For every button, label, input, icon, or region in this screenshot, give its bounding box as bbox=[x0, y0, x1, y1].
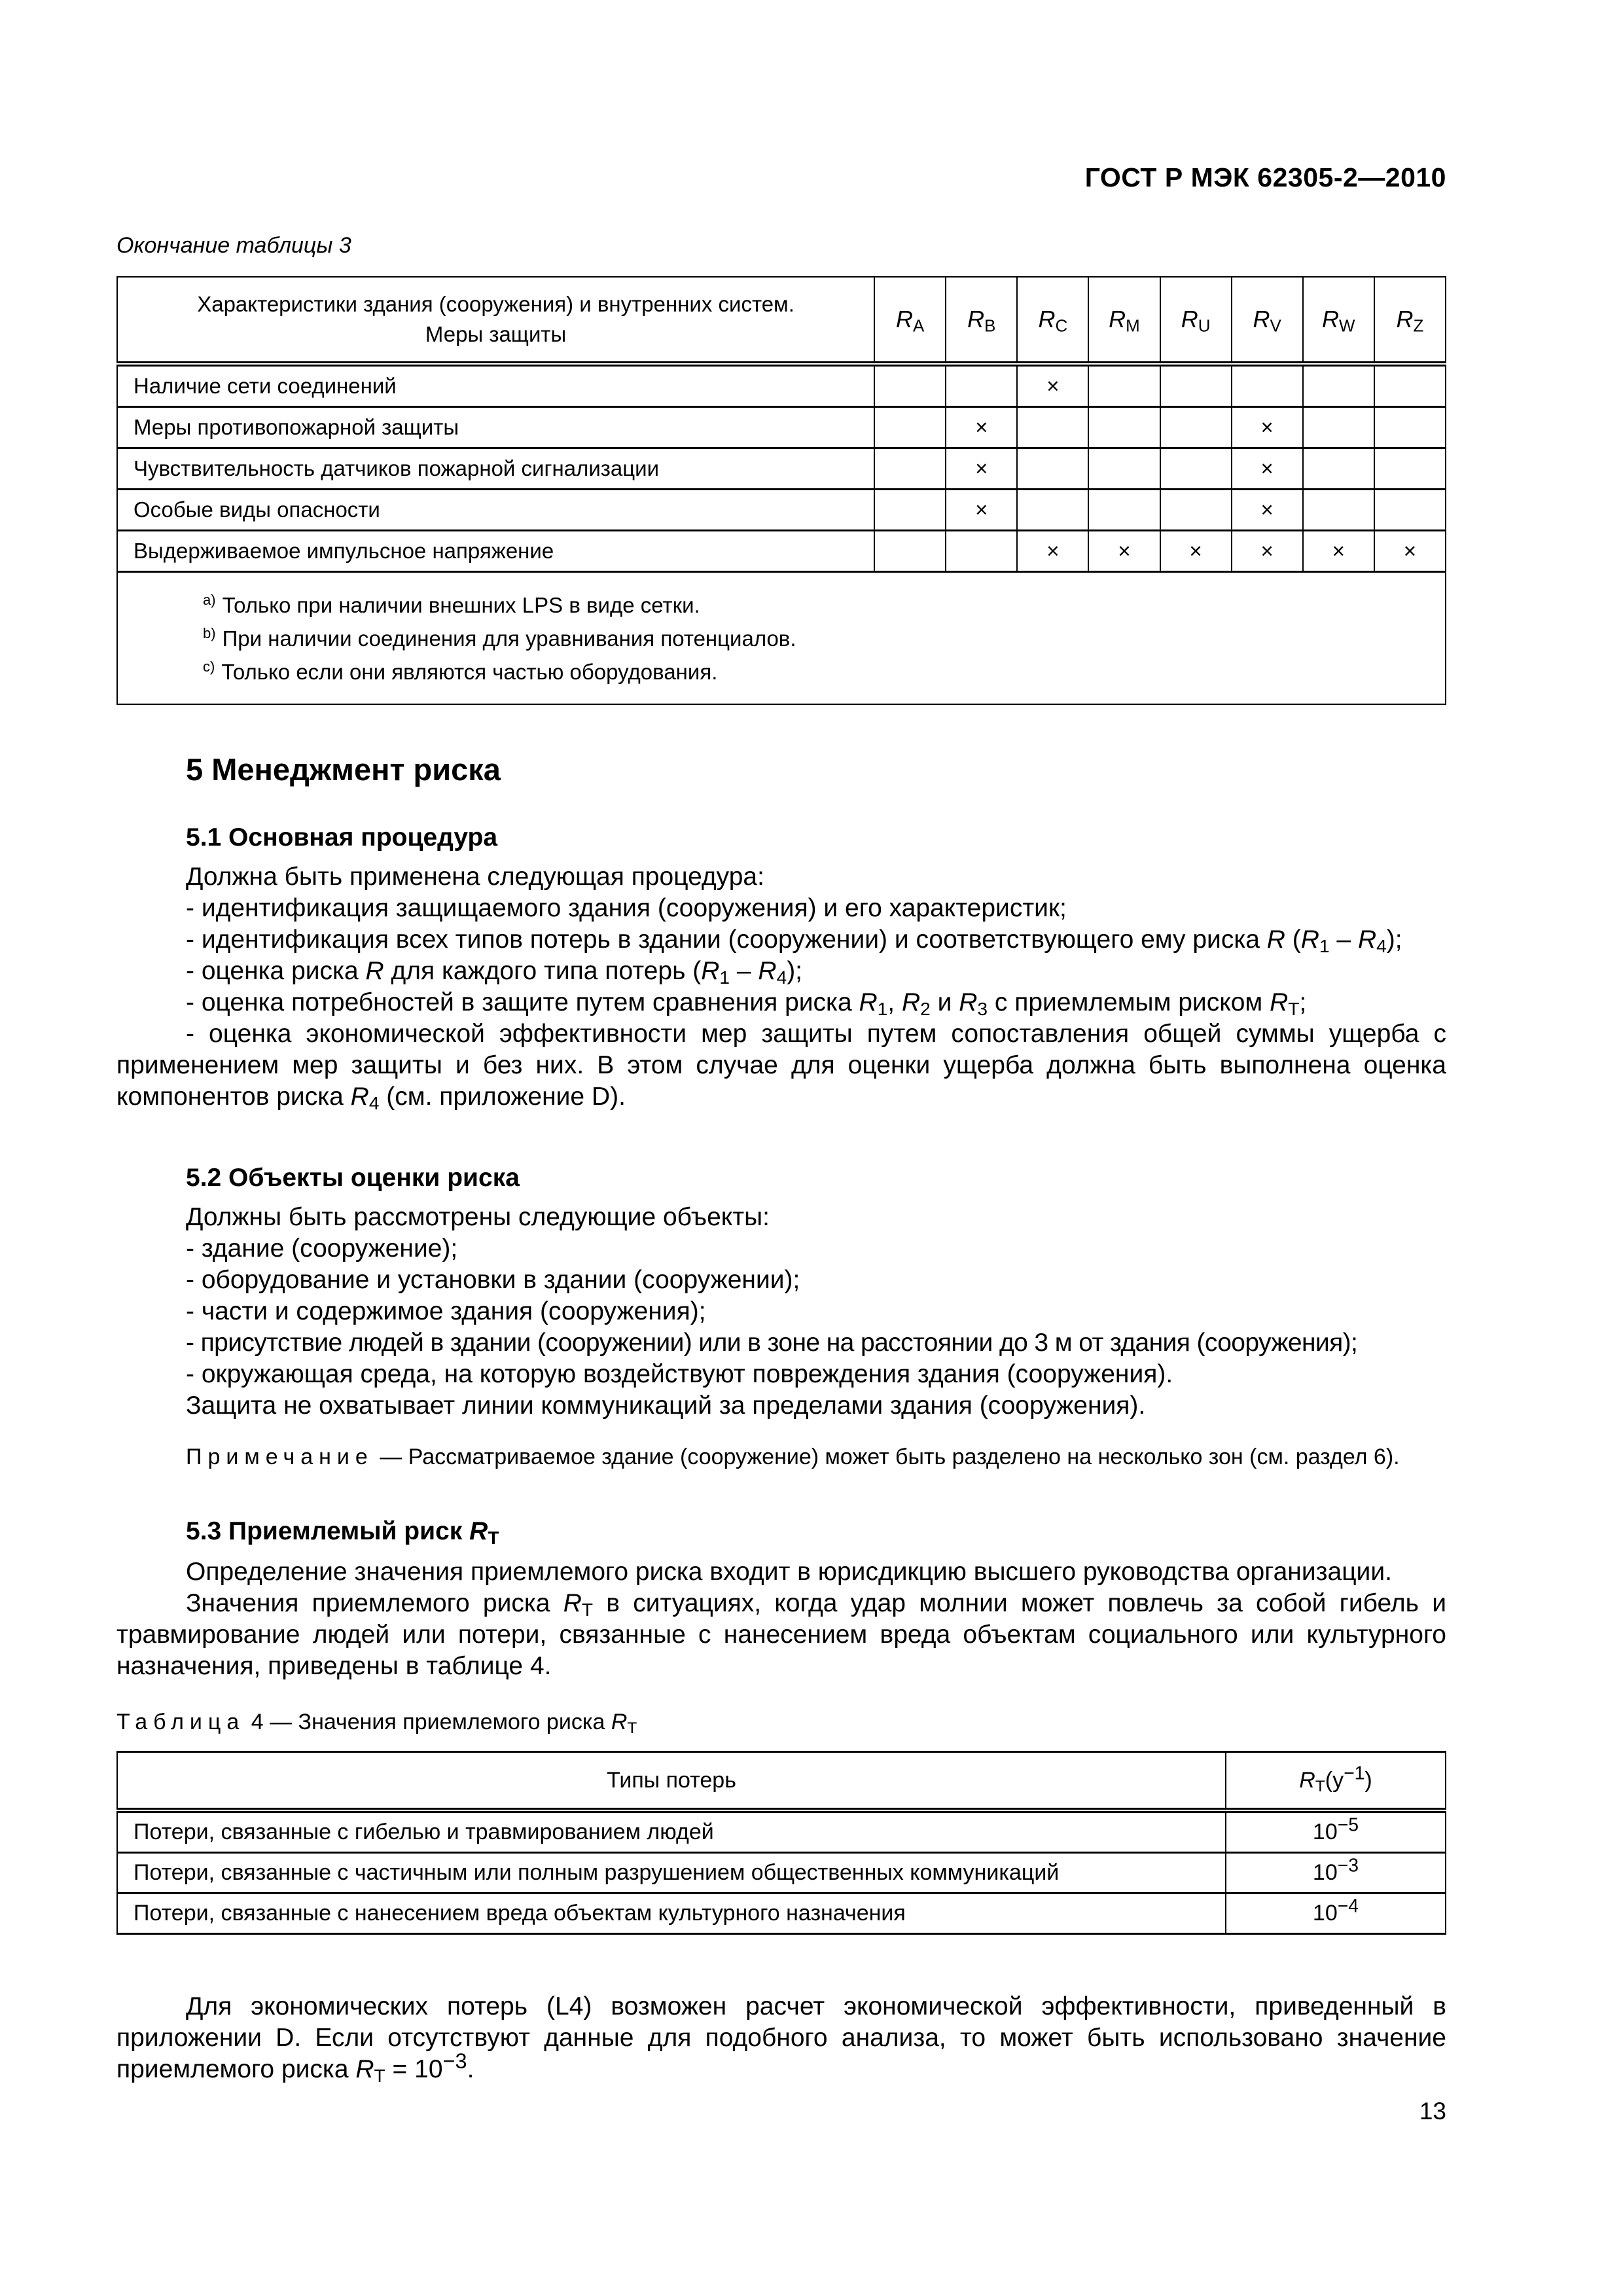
mark-cell: × bbox=[1232, 407, 1303, 448]
mark-cell: × bbox=[1232, 490, 1303, 531]
s51-item-4: - оценка потребностей в защите путем сравнения риска $R_1$, $R_2$ и $R_3$ с приемлемым риском $R_T$; bbox=[186, 988, 1307, 1020]
mark-cell: × bbox=[1374, 531, 1446, 572]
note-text: — Рассматриваемое здание (сооружение) может быть разделено на несколько зон (см. раздел 6). bbox=[373, 1444, 1400, 1469]
mark-cell bbox=[1088, 490, 1160, 531]
loss-type: Потери, связанные с гибелью и травмированием людей bbox=[117, 1810, 1226, 1853]
mark-cell bbox=[874, 448, 946, 490]
section-5-heading: 5 Менеджмент риска bbox=[186, 752, 501, 787]
s51-item-1: - идентификация защищаемого здания (сооружения) и его характеристик; bbox=[186, 894, 1067, 922]
s52-item: - здание (сооружение); bbox=[186, 1234, 458, 1263]
table3-header-main bbox=[117, 277, 874, 364]
mark-cell bbox=[1374, 407, 1446, 448]
mark-cell bbox=[874, 364, 946, 407]
s53-p2: Значения приемлемого риска $R_T$ в ситуациях, когда удар молнии может повлечь за собой гибель и травмирование людей или потери, связанные с нанесением вреда объектам социального или культурного назначения, приведены в таблице 4. bbox=[116, 1589, 1447, 1680]
mark-cell bbox=[874, 490, 946, 531]
s52-item: - присутствие людей в здании (сооружении) или в зоне на расстоянии до 3 м от здания (сооружения); bbox=[186, 1329, 1358, 1357]
table4-row bbox=[117, 1810, 1446, 1853]
table4-caption: Таблица 4 — Значения приемлемого риска $R_T$ bbox=[116, 1710, 637, 1738]
table4-row bbox=[117, 1853, 1446, 1893]
mark-cell: × bbox=[946, 448, 1017, 490]
table4-row bbox=[117, 1893, 1446, 1934]
table-4 bbox=[116, 1751, 1446, 1935]
mark-cell: × bbox=[1232, 448, 1303, 490]
mark-cell: × bbox=[1232, 531, 1303, 572]
mark-cell bbox=[874, 407, 946, 448]
mark-cell bbox=[1160, 407, 1232, 448]
column-header-rv: $R_V$ bbox=[1232, 277, 1303, 364]
table3-row bbox=[117, 531, 1446, 572]
risk-value: $10^{-5}$ bbox=[1226, 1810, 1446, 1853]
mark-cell bbox=[874, 531, 946, 572]
mark-cell bbox=[1160, 490, 1232, 531]
mark-cell bbox=[1303, 490, 1374, 531]
mark-cell bbox=[1374, 364, 1446, 407]
table-3 bbox=[116, 276, 1446, 705]
mark-cell bbox=[1088, 448, 1160, 490]
mark-cell bbox=[1017, 407, 1088, 448]
note bbox=[116, 1443, 1446, 1471]
column-header-ru: $R_U$ bbox=[1160, 277, 1232, 364]
page-number: 13 bbox=[1419, 2098, 1446, 2125]
mark-cell bbox=[1160, 364, 1232, 407]
section-5-1-heading: 5.1 Основная процедура bbox=[186, 823, 498, 852]
table4-header-type: Типы потерь bbox=[117, 1752, 1226, 1811]
row-label: Выдерживаемое импульсное напряжение bbox=[117, 531, 874, 572]
mark-cell bbox=[946, 531, 1017, 572]
mark-cell bbox=[1232, 364, 1303, 407]
column-header-rw: $R_W$ bbox=[1303, 277, 1374, 364]
mark-cell: × bbox=[1017, 531, 1088, 572]
note-label: Примечание bbox=[186, 1444, 374, 1469]
column-header-rc: $R_C$ bbox=[1017, 277, 1088, 364]
column-header-rb: $R_B$ bbox=[946, 277, 1017, 364]
mark-cell: × bbox=[1017, 364, 1088, 407]
mark-cell: × bbox=[1303, 531, 1374, 572]
footnote-c: $^{c)}$ Только если они являются частью оборудования. bbox=[203, 658, 718, 684]
table3-row bbox=[117, 407, 1446, 448]
mark-cell bbox=[1017, 490, 1088, 531]
risk-value: $10^{-3}$ bbox=[1226, 1853, 1446, 1893]
closing-paragraph bbox=[116, 1991, 1446, 2085]
header-line-2: Меры защиты bbox=[425, 322, 567, 346]
section-5-3-body bbox=[116, 1556, 1446, 1682]
mark-cell: × bbox=[946, 407, 1017, 448]
mark-cell: × bbox=[1088, 531, 1160, 572]
standard-designation: ГОСТ Р МЭК 62305-2—2010 bbox=[1084, 162, 1446, 192]
mark-cell: × bbox=[946, 490, 1017, 531]
header-line-1: Характеристики здания (сооружения) и внутренних систем. bbox=[197, 292, 794, 316]
row-label: Наличие сети соединений bbox=[117, 364, 874, 407]
loss-type: Потери, связанные с частичным или полным разрушением общественных коммуникаций bbox=[117, 1853, 1226, 1893]
table4-header-row bbox=[117, 1752, 1446, 1811]
mark-cell bbox=[1303, 407, 1374, 448]
table3-header-row bbox=[117, 277, 1446, 364]
section-5-1-body bbox=[116, 861, 1446, 1113]
mark-cell bbox=[1374, 490, 1446, 531]
mark-cell bbox=[1303, 448, 1374, 490]
column-header-ra: $R_A$ bbox=[874, 277, 946, 364]
table3-footnotes bbox=[117, 572, 1446, 705]
risk-value: $10^{-4}$ bbox=[1226, 1893, 1446, 1934]
s52-item: - окружающая среда, на которую воздействуют повреждения здания (сооружения). bbox=[186, 1360, 1173, 1388]
s52-item: - части и содержимое здания (сооружения); bbox=[186, 1297, 706, 1325]
table3-row bbox=[117, 364, 1446, 407]
s52-item: - оборудование и установки в здании (сооружении); bbox=[186, 1266, 800, 1294]
mark-cell bbox=[1088, 407, 1160, 448]
section-5-2-body bbox=[116, 1202, 1446, 1422]
mark-cell bbox=[1374, 448, 1446, 490]
column-header-rm: $R_M$ bbox=[1088, 277, 1160, 364]
mark-cell bbox=[1303, 364, 1374, 407]
s51-item-5: - оценка экономической эффективности мер защиты путем сопоставления общей суммы ущерба с применением мер защиты и без них. В этом случае для оценки ущерба должна быть выполнена оценка компонентов риска $R_4$ (см. приложение D). bbox=[116, 1020, 1446, 1114]
row-label: Особые виды опасности bbox=[117, 490, 874, 531]
mark-cell bbox=[946, 364, 1017, 407]
s52-outro: Защита не охватывает линии коммуникаций за пределами здания (сооружения). bbox=[186, 1391, 1146, 1420]
table3-row bbox=[117, 490, 1446, 531]
column-header-rz: $R_Z$ bbox=[1374, 277, 1446, 364]
row-label: Меры противопожарной защиты bbox=[117, 407, 874, 448]
mark-cell bbox=[1160, 448, 1232, 490]
mark-cell bbox=[1088, 364, 1160, 407]
s51-intro: Должна быть применена следующая процедура: bbox=[186, 863, 764, 891]
mark-cell bbox=[1017, 448, 1088, 490]
s53-p1: Определение значения приемлемого риска входит в юрисдикцию высшего руководства организации. bbox=[186, 1558, 1392, 1586]
table4-header-value: $R_T(y^{-1})$ bbox=[1226, 1752, 1446, 1811]
loss-type: Потери, связанные с нанесением вреда объектам культурного назначения bbox=[117, 1893, 1226, 1934]
footnote-b: $^{b)}$ При наличии соединения для уравнивания потенциалов. bbox=[203, 625, 796, 651]
mark-cell: × bbox=[1160, 531, 1232, 572]
section-5-3-heading: 5.3 Приемлемый риск $R_T$ bbox=[186, 1517, 499, 1549]
section-5-2-heading: 5.2 Объекты оценки риска bbox=[186, 1164, 520, 1192]
table3-footnotes-row bbox=[117, 572, 1446, 705]
table3-row bbox=[117, 448, 1446, 490]
s51-item-3: - оценка риска R для каждого типа потерь $(R_1 - R_4)$; bbox=[186, 957, 803, 988]
s51-item-2: - идентификация всех типов потерь в здании (сооружении) и соответствующего ему риска R $(R_1 - R_4)$; bbox=[186, 925, 1402, 957]
closing-text: Для экономических потерь (L4) возможен расчет экономической эффективности, приведенный в приложении D. Если отсутствуют данные для подобного анализа, то может быть использовано значение приемлемого риска $R_T = 10^{-3}$. bbox=[116, 1992, 1446, 2087]
s52-intro: Должны быть рассмотрены следующие объекты: bbox=[186, 1203, 770, 1231]
table3-continuation-caption: Окончание таблицы 3 bbox=[116, 233, 351, 258]
row-label: Чувствительность датчиков пожарной сигнализации bbox=[117, 448, 874, 490]
footnote-a: $^{a)}$ Только при наличии внешних LPS в виде сетки. bbox=[203, 592, 700, 617]
